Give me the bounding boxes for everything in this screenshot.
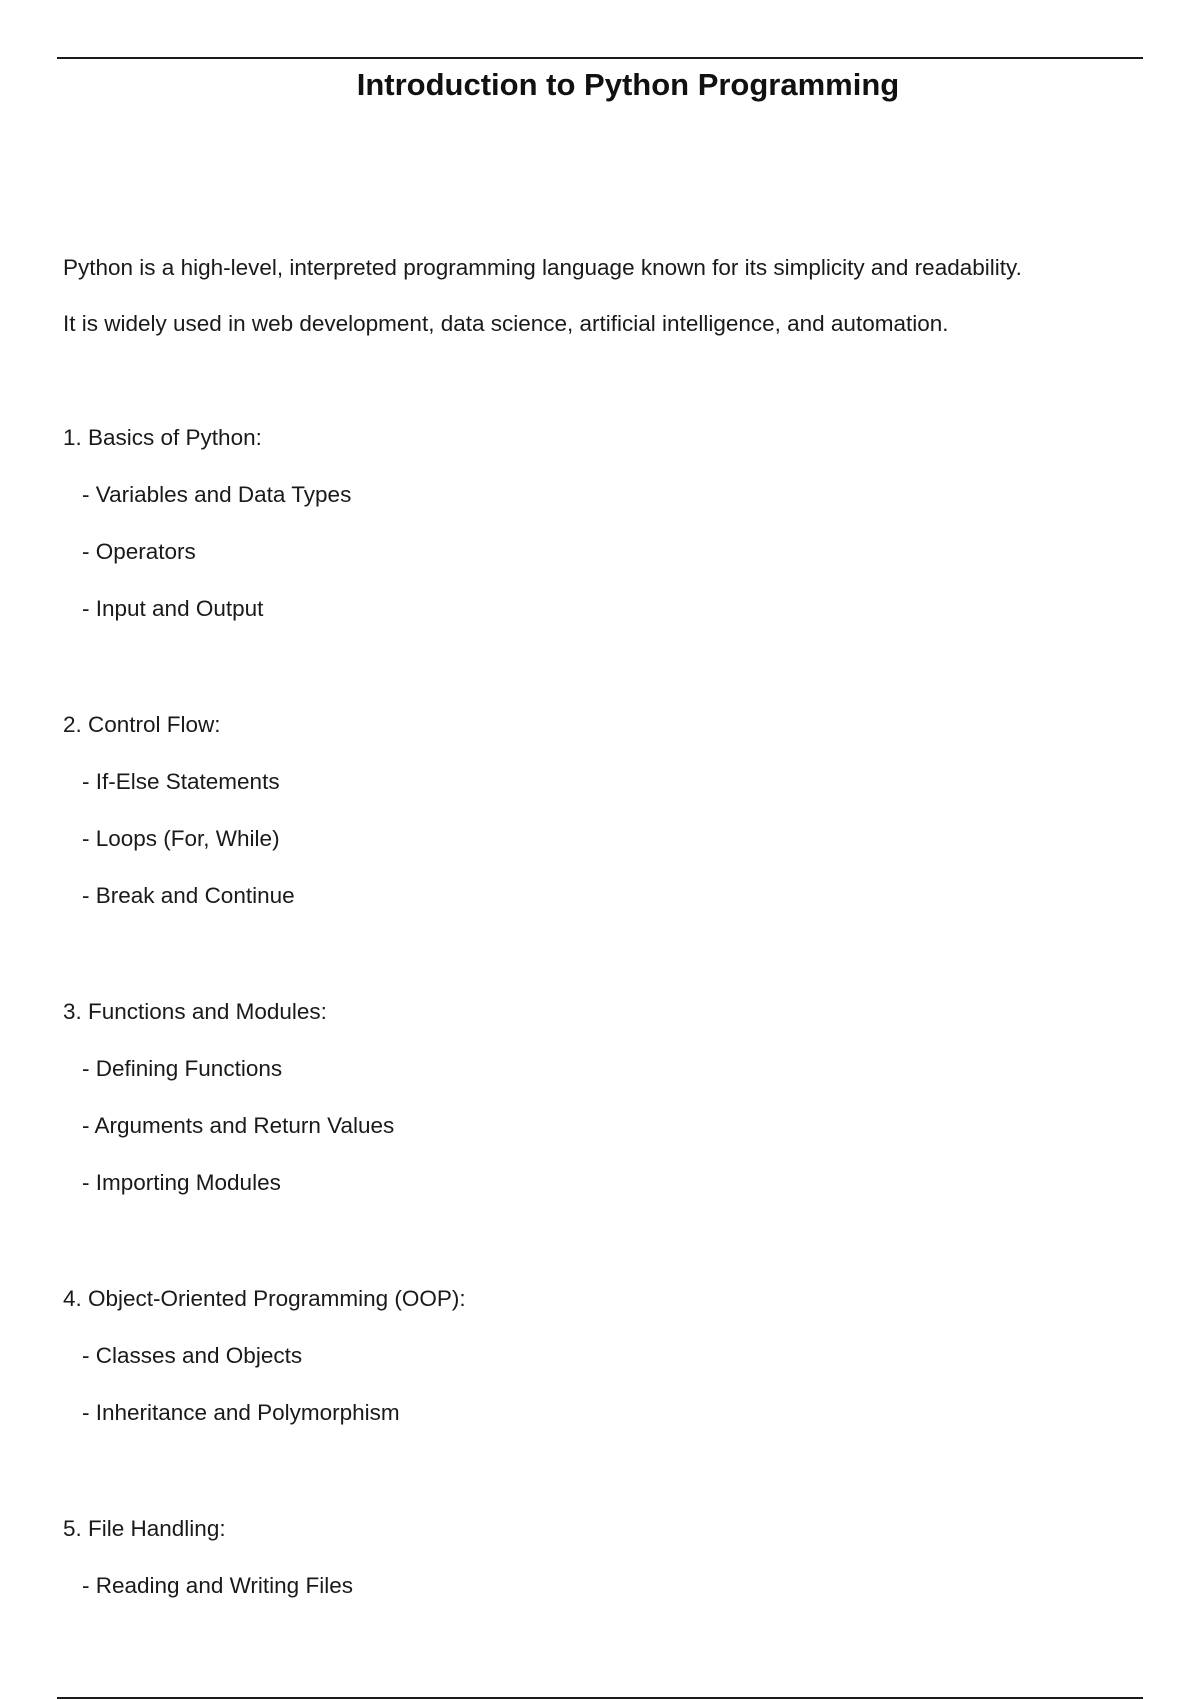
intro-line: It is widely used in web development, data science, artificial intelligence, and automation.: [63, 311, 949, 336]
list-item: - If-Else Statements: [82, 769, 280, 794]
list-item: - Break and Continue: [82, 883, 295, 908]
section-functions-modules: [63, 984, 1143, 1212]
list-item: - Arguments and Return Values: [82, 1113, 395, 1138]
list-item: - Importing Modules: [82, 1170, 281, 1195]
intro-line: Python is a high-level, interpreted programming language known for its simplicity and readability.: [63, 255, 1022, 280]
section-heading: 3. Functions and Modules:: [63, 999, 327, 1024]
list-item: - Reading and Writing Files: [82, 1573, 353, 1598]
section-heading: 5. File Handling:: [63, 1516, 226, 1541]
page-title: Introduction to Python Programming: [356, 67, 900, 102]
top-rule: [57, 57, 1143, 59]
section-control-flow: [63, 697, 1143, 925]
list-item: - Inheritance and Polymorphism: [82, 1400, 400, 1425]
list-item: - Operators: [82, 539, 196, 564]
list-item: - Loops (For, While): [82, 826, 280, 851]
section-basics: [63, 410, 1143, 638]
section-oop: [63, 1271, 1143, 1442]
section-heading: 4. Object-Oriented Programming (OOP):: [63, 1286, 466, 1311]
document-body: [63, 240, 1143, 1674]
list-item: - Defining Functions: [82, 1056, 283, 1081]
section-heading: 1. Basics of Python:: [63, 425, 262, 450]
list-item: - Classes and Objects: [82, 1343, 303, 1368]
section-file-handling: [63, 1501, 1143, 1615]
list-item: - Variables and Data Types: [82, 482, 352, 507]
section-heading: 2. Control Flow:: [63, 712, 221, 737]
list-item: - Input and Output: [82, 596, 264, 621]
bottom-rule: [57, 1697, 1143, 1699]
intro-paragraph: [63, 240, 1143, 352]
